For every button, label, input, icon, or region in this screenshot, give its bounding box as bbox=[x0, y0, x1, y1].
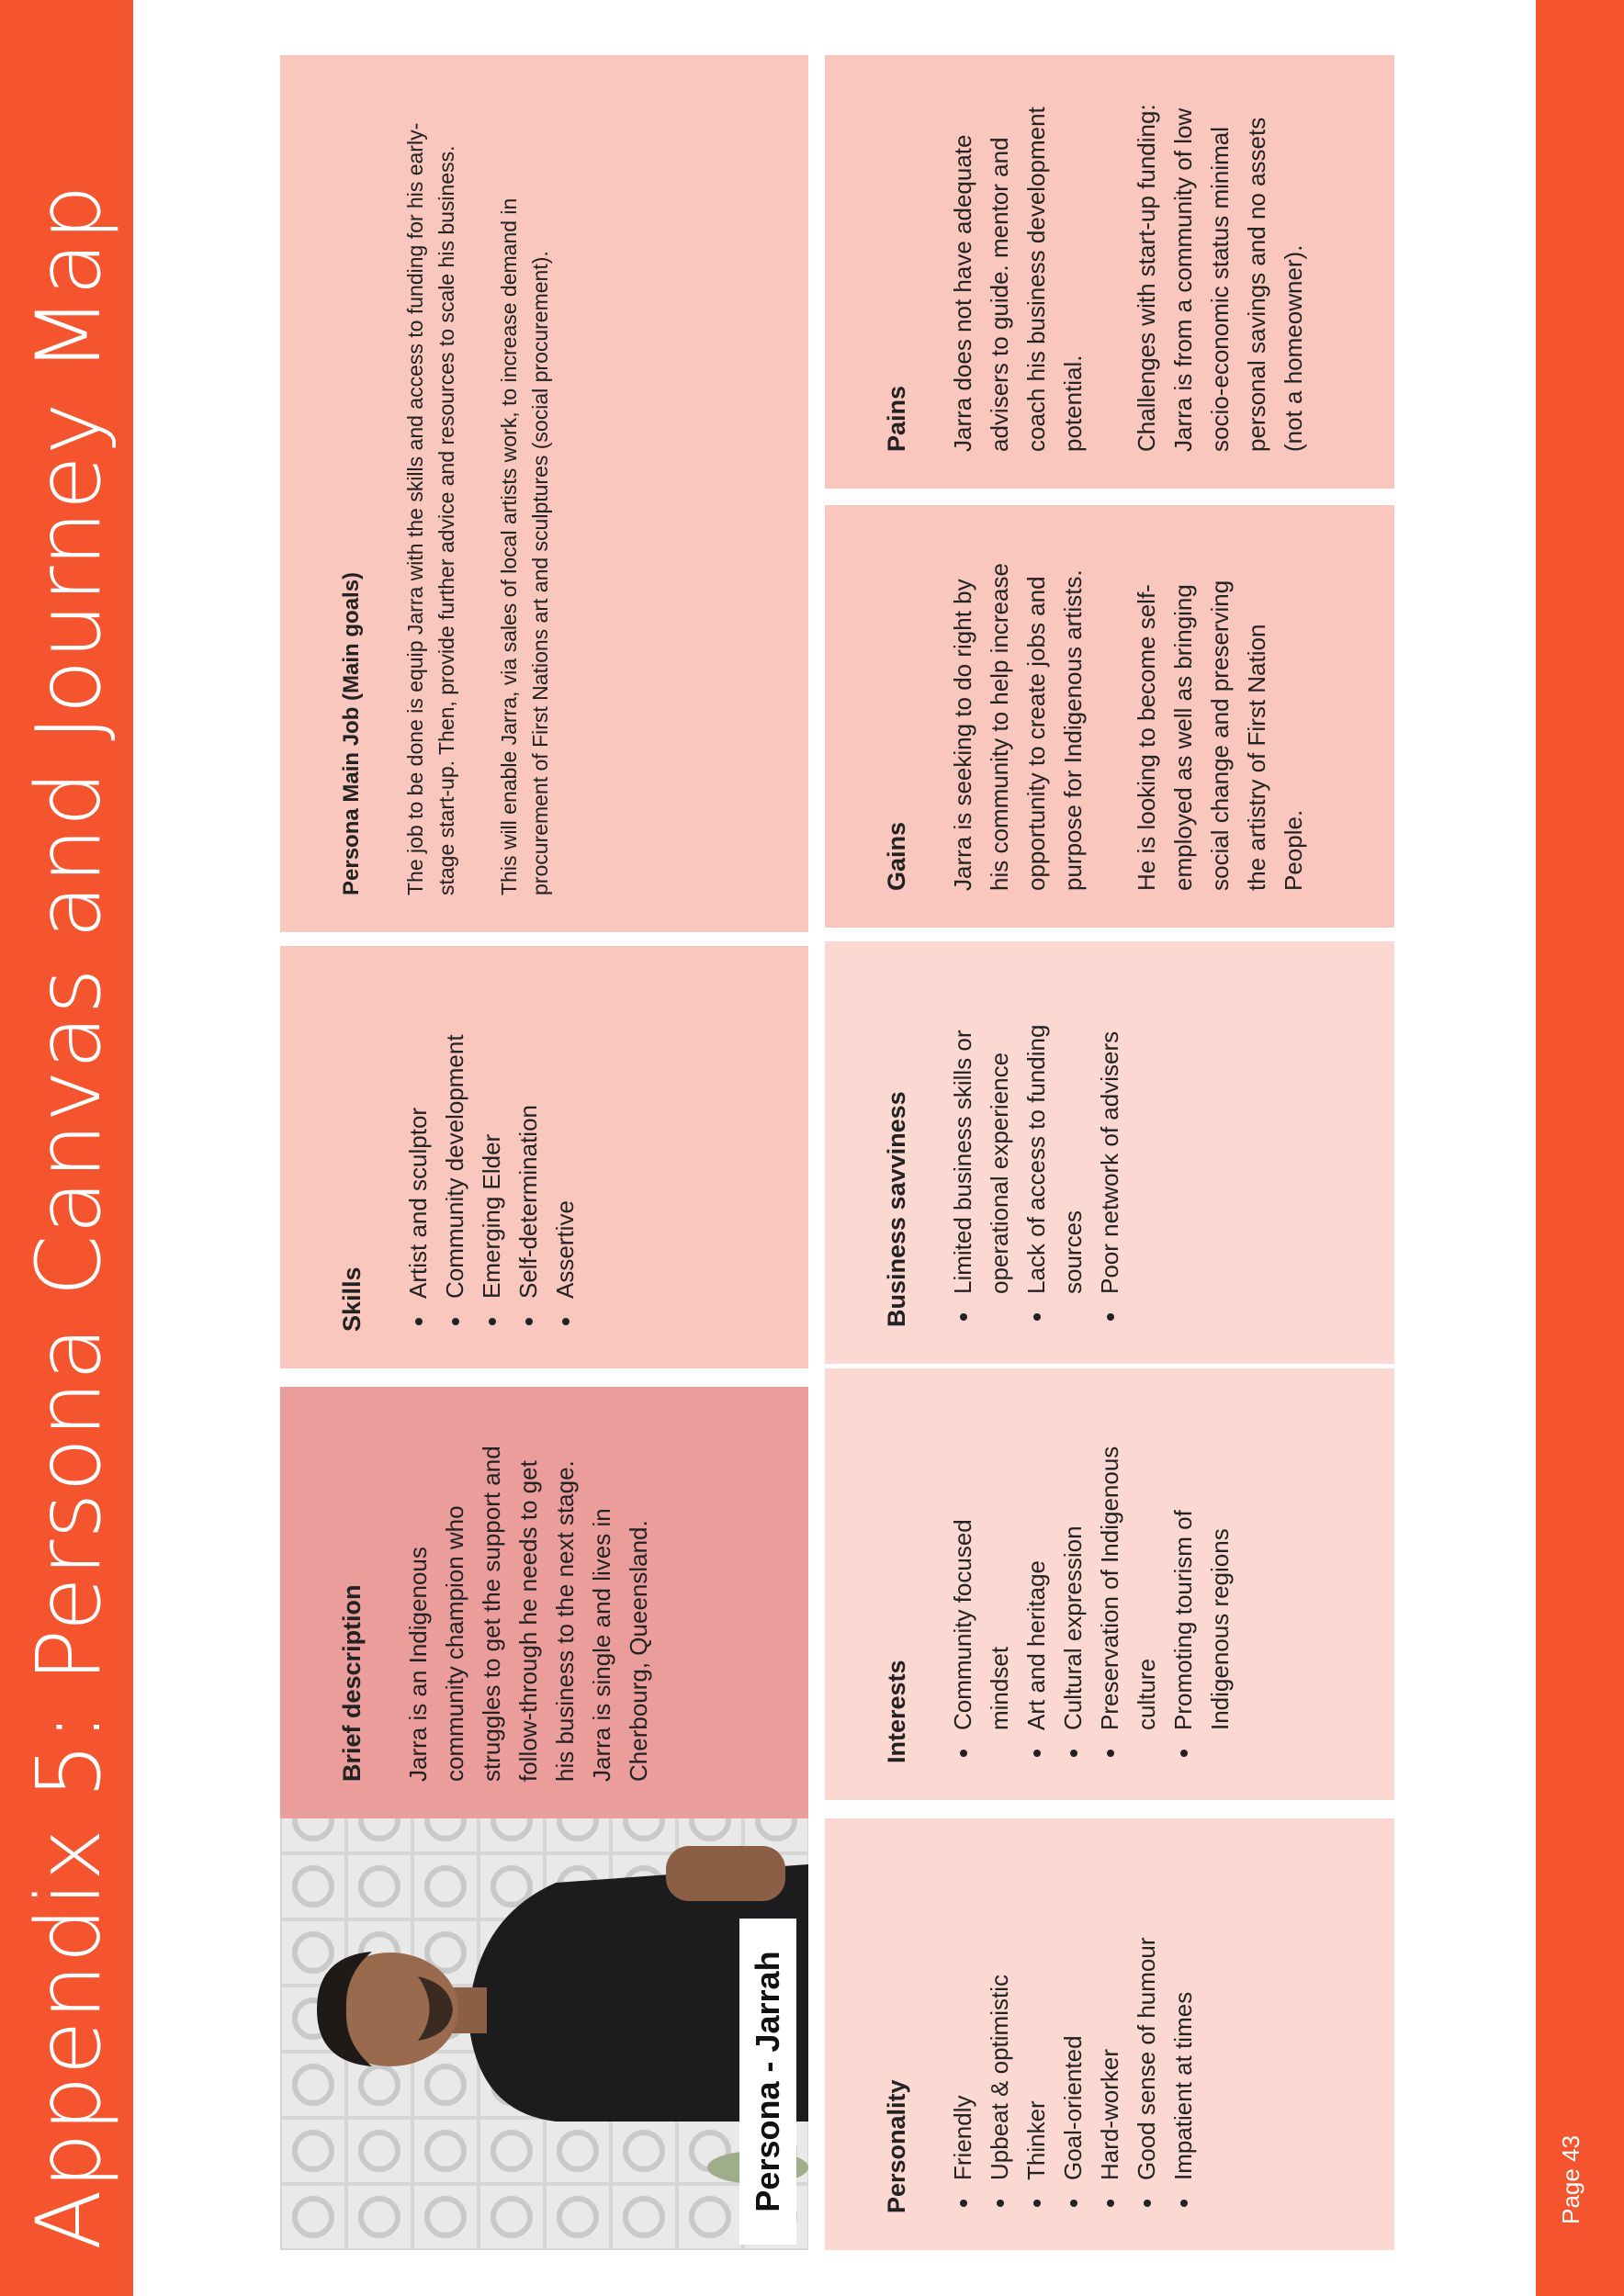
business-savviness-card bbox=[825, 941, 1394, 1364]
list-item: • Limited business skills or operational experience bbox=[944, 996, 1018, 1300]
gains-heading: Gains bbox=[883, 821, 910, 891]
list-item: • Good sense of humour bbox=[1128, 1855, 1165, 2186]
persona-photo-image bbox=[280, 1818, 808, 2250]
main-job-card bbox=[280, 55, 808, 932]
list-item: • Community development bbox=[436, 983, 473, 1304]
list-item: • Goal-oriented bbox=[1054, 1855, 1091, 2186]
skills-list bbox=[400, 983, 583, 1332]
list-item: • Poor network of advisers bbox=[1091, 996, 1128, 1300]
main-job-heading: Persona Main Job (Main goals) bbox=[339, 571, 364, 895]
footer-band bbox=[1536, 0, 1624, 2296]
brief-description-card bbox=[280, 1387, 808, 1818]
pains-paragraph: Jarra does not have adequate advisers to guide. mentor and coach his business development potential. bbox=[949, 107, 1087, 452]
interests-list bbox=[944, 1433, 1238, 1763]
pains-paragraph: Challenges with start-up funding: Jarra is from a community of low socio-economic status minimal personal savings and no assets (not a homeowner). bbox=[1133, 104, 1307, 452]
list-item: • Friendly bbox=[944, 1855, 981, 2186]
list-item: • Hard-worker bbox=[1091, 1855, 1128, 2186]
brief-description-text: Jarra is an Indigenous community champion who struggles to get the support and follow-through he needs to get his business to the next stage. Jarra is single and lives in Cherbourg, Queensland. bbox=[404, 1446, 652, 1782]
list-item: • Cultural expression bbox=[1054, 1433, 1091, 1736]
list-item: • Impatient at times bbox=[1165, 1855, 1201, 2186]
list-item: • Art and heritage bbox=[1018, 1433, 1054, 1736]
list-item: • Self-determination bbox=[510, 983, 547, 1304]
list-item: • Assertive bbox=[547, 983, 583, 1304]
gains-text bbox=[944, 560, 1312, 891]
page-number: Page 43 bbox=[1557, 2135, 1585, 2224]
personality-card bbox=[825, 1818, 1394, 2250]
list-item: • Community focused mindset bbox=[944, 1433, 1018, 1736]
list-item: • Lack of access to funding sources bbox=[1018, 996, 1091, 1300]
persona-label: Persona - Jarrah bbox=[739, 1919, 796, 2245]
list-item: • Preservation of Indigenous culture bbox=[1091, 1433, 1165, 1736]
gains-paragraph: He is looking to become self-employed as well as bringing social change and preserving the artistry of First Nation People. bbox=[1133, 580, 1307, 891]
personality-list bbox=[944, 1855, 1201, 2213]
interests-heading: Interests bbox=[883, 1660, 910, 1763]
list-item: • Upbeat & optimistic bbox=[981, 1855, 1018, 2186]
main-job-paragraph: The job to be done is equip Jarra with the skills and access to funding for his early-stage start-up. Then, provide further advice and resources to scale his business. bbox=[403, 122, 458, 895]
interests-card bbox=[825, 1368, 1394, 1800]
list-item: • Promoting tourism of Indigenous regions bbox=[1165, 1433, 1238, 1736]
list-item: • Emerging Elder bbox=[473, 983, 510, 1304]
page-title: Appendix 5: Persona Canvas and Journey Map bbox=[17, 184, 120, 2250]
gains-card bbox=[825, 505, 1394, 928]
pains-card bbox=[825, 55, 1394, 489]
brief-description-heading: Brief description bbox=[338, 1584, 366, 1782]
skills-heading: Skills bbox=[338, 1266, 366, 1332]
header-band bbox=[0, 0, 133, 2296]
business-savviness-list bbox=[944, 996, 1128, 1327]
gains-paragraph: Jarra is seeking to do right by his community to help increase opportunity to create jobs and purpose for Indigenous artists. bbox=[949, 563, 1087, 891]
personality-heading: Personality bbox=[883, 2079, 910, 2213]
main-job-text bbox=[400, 92, 556, 895]
persona-photo bbox=[280, 1818, 808, 2250]
pains-heading: Pains bbox=[883, 385, 910, 452]
list-item: • Thinker bbox=[1018, 1855, 1054, 2186]
pains-text bbox=[944, 84, 1312, 452]
list-item: • Artist and sculptor bbox=[400, 983, 436, 1304]
business-savviness-heading: Business savviness bbox=[883, 1091, 910, 1327]
main-job-paragraph: This will enable Jarra, via sales of local artists work, to increase demand in procurement of First Nations art and sculptures (social procurement). bbox=[497, 197, 552, 895]
skills-card bbox=[280, 946, 808, 1368]
